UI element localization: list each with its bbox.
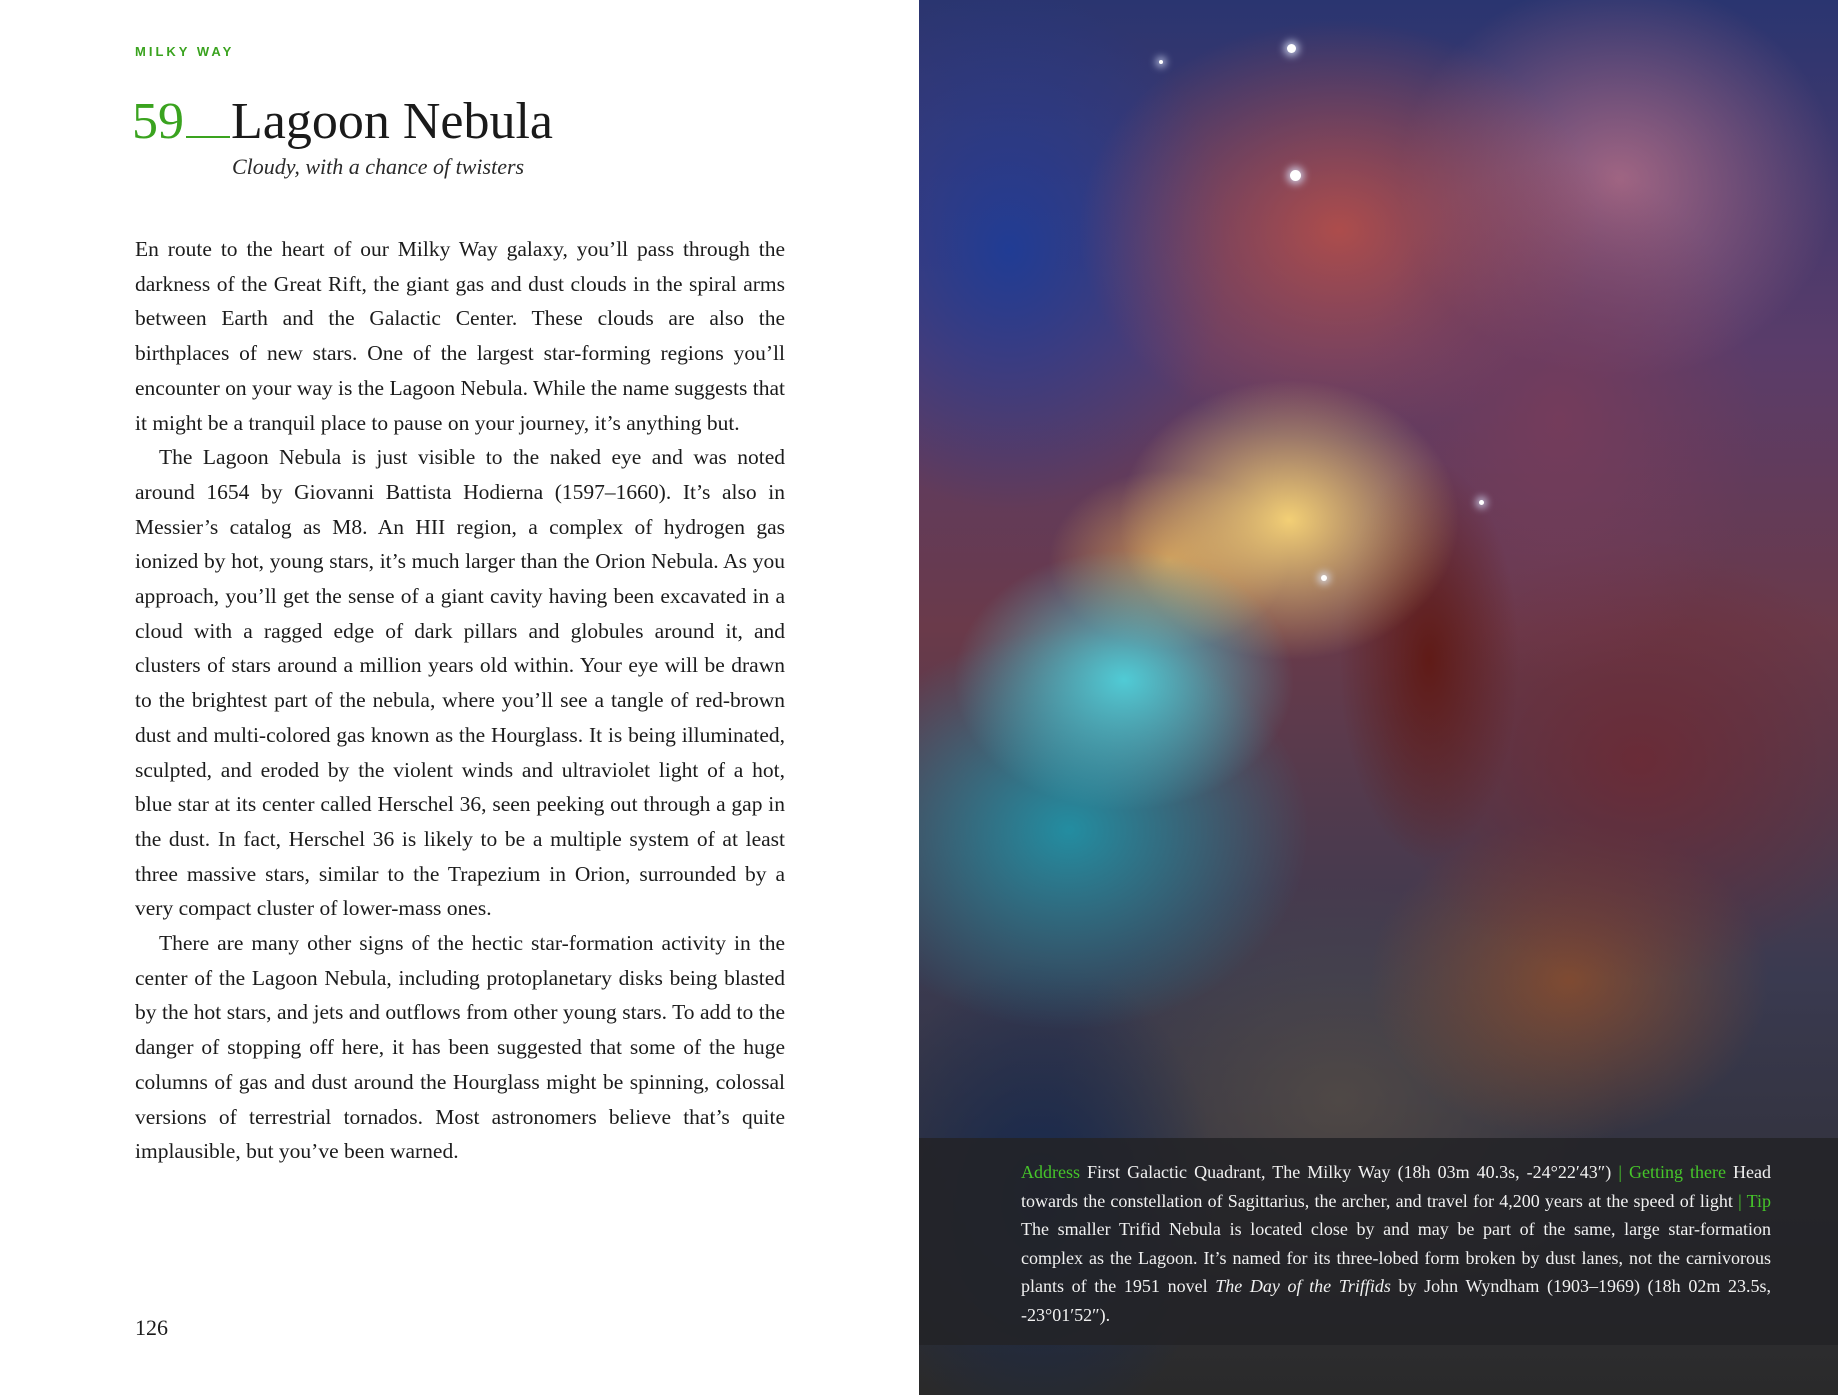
star — [1287, 44, 1296, 53]
paragraph: The Lagoon Nebula is just visible to the naked eye and was noted around 1654 by Giovanni Battista Hodierna (1597–1660). It’s also in Messier’s catalog as M8. An HII region, a complex of hydrogen gas ionized by hot, young stars, it’s much larger than the Orion Nebula. As you approach, you’ll get the sense of a giant cavity having been excavated in a cloud with a ragged edge of dark pillars and globules around it, and clusters of stars around a million years old within. Your eye will be drawn to the brightest part of the nebula, where you’ll see a tangle of red-brown dust and multi-colored gas known as the Hourglass. It is being illuminated, sculpted, and eroded by the violent winds and ultraviolet light of a hot, blue star at its center called Herschel 36, seen peeking out through a gap in the dust. In fact, Herschel 36 is likely to be a multiple system of at least three massive stars, similar to the Trapezium in Orion, surrounded by a very compact cluster of lower-mass ones. — [135, 445, 785, 921]
novel-title: The Day of the Triffids — [1215, 1276, 1391, 1296]
caption-separator: | — [1618, 1162, 1622, 1182]
chapter-number: 59 — [132, 93, 184, 150]
star — [1290, 170, 1301, 181]
caption-text — [1021, 1158, 1771, 1329]
star — [1479, 500, 1484, 505]
getting-there-text: Head towards the constellation of Sagittarius, the archer, and travel for 4,200 years at the speed of light — [1021, 1162, 1771, 1211]
paragraph: En route to the heart of our Milky Way galaxy, you’ll pass through the darkness of the Great Rift, the giant gas and dust clouds in the spiral arms between Earth and the Galactic Center. These clouds are also the birthplaces of new stars. One of the largest star-forming regions you’ll encounter on your way is the Lagoon Nebula. While the name suggests that it might be a tranquil place to pause on your journey, it’s anything but. — [135, 237, 785, 435]
caption-separator: | — [1738, 1190, 1742, 1211]
star — [1321, 575, 1327, 581]
tip-text-end: by John Wyndham (1903–1969) (18h 02m 23.5s, -23°01′52″). — [1021, 1276, 1771, 1325]
page-number: 126 — [135, 1315, 168, 1340]
tip-label: Tip — [1741, 1190, 1771, 1211]
chapter-title: Lagoon Nebula — [231, 93, 554, 150]
getting-there-label: Getting there — [1621, 1162, 1726, 1182]
chapter-rule — [186, 136, 230, 138]
chapter-heading — [132, 92, 553, 152]
section-label: MILKY WAY — [135, 44, 235, 59]
address-text: First Galactic Quadrant, The Milky Way (18h 03m 40.3s, -24°22′43″) — [1080, 1162, 1619, 1182]
chapter-subtitle: Cloudy, with a chance of twisters — [232, 154, 525, 179]
body-text — [135, 232, 785, 1169]
star — [1159, 60, 1163, 64]
tip-text: The smaller Trifid Nebula is located close by and may be part of the same, large star-formation complex as the Lagoon. It’s named for its three-lobed form broken by dust lanes, not the carnivorous plants of the 1951 novel — [1021, 1219, 1771, 1296]
address-label: Address — [1021, 1162, 1080, 1182]
paragraph: There are many other signs of the hectic star-formation activity in the center of the Lagoon Nebula, including protoplanetary disks being blasted by the hot stars, and jets and outflows from other young stars. To add to the danger of stopping off here, it has been suggested that some of the huge columns of gas and dust around the Hourglass might be spinning, colossal versions of terrestrial tornados. Most astronomers believe that’s quite implausible, but you’ve been warned. — [135, 931, 785, 1164]
nebula-photo — [919, 0, 1838, 1395]
